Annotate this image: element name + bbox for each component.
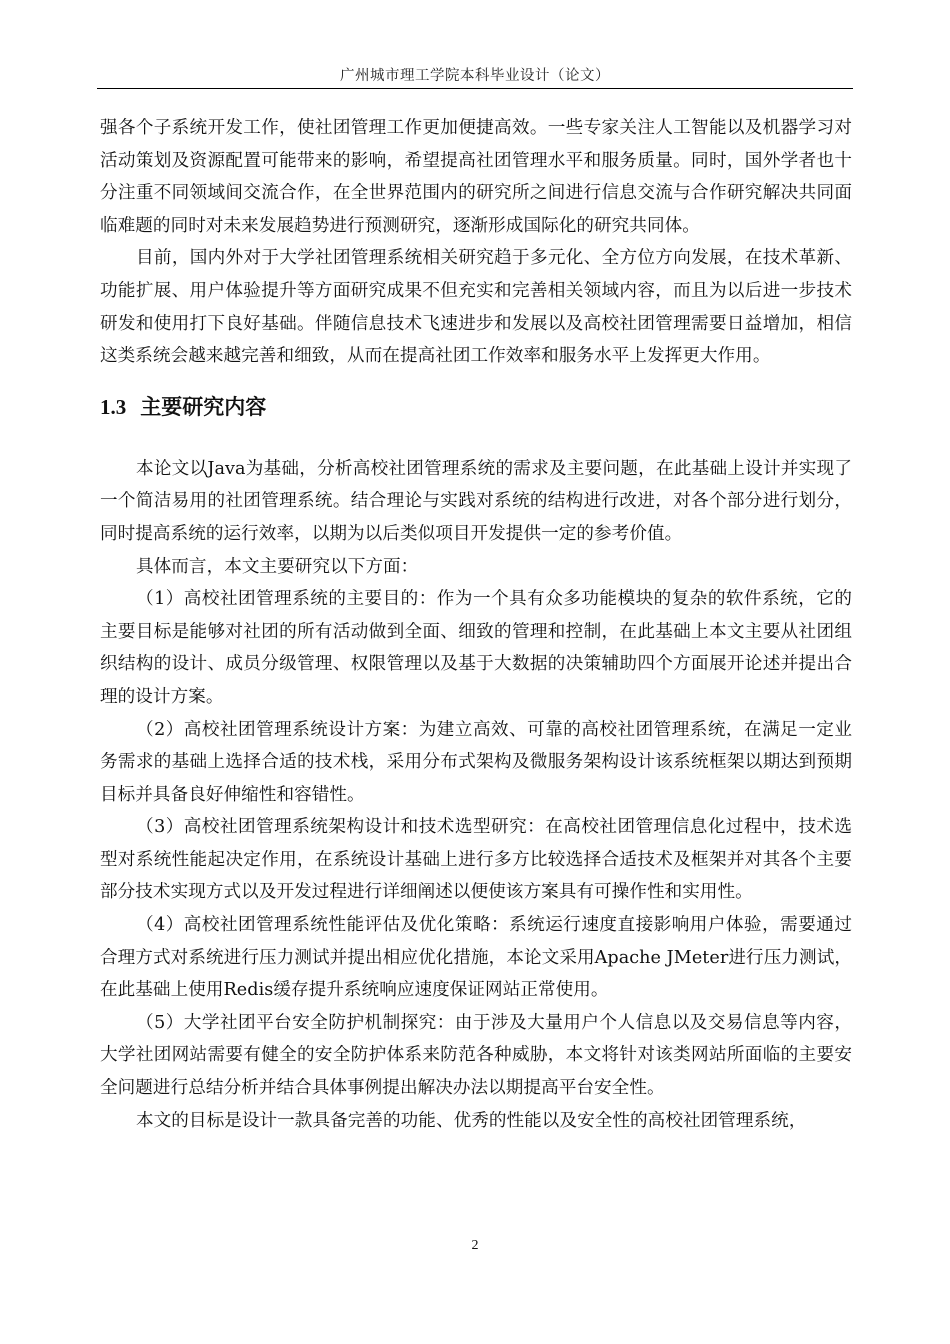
list-item: （3）高校社团管理系统架构设计和技术选型研究：在高校社团管理信息化过程中，技术选型对系统性能起决定作用，在系统设计基础上进行多方比较选择合适技术及框架并对其各个主要部分技术实现方式以及开发过程进行详细阐述以便使该方案具有可操作性和实用性。 xyxy=(100,817,852,903)
running-header: 广州城市理工学院本科毕业设计（论文） xyxy=(340,68,610,84)
header-rule xyxy=(97,88,853,89)
page-number: 2 xyxy=(471,1238,479,1253)
section-heading xyxy=(100,393,852,421)
paragraph: 本文的目标是设计一款具备完善的功能、优秀的性能以及安全性的高校社团管理系统， xyxy=(136,1110,807,1131)
paragraph: 具体而言，本文主要研究以下方面： xyxy=(136,556,419,577)
paragraph: 本论文以Java为基础，分析高校社团管理系统的需求及主要问题，在此基础上设计并实现了一个简洁易用的社团管理系统。结合理论与实践对系统的结构进行改进，对各个部分进行划分，同时提高系统的运行效率，以期为以后类似项目开发提供一定的参考价值。 xyxy=(100,458,852,544)
list-item: （2）高校社团管理系统设计方案：为建立高效、可靠的高校社团管理系统，在满足一定业务需求的基础上选择合适的技术栈，采用分布式架构及微服务架构设计该系统框架以期达到预期目标并具备良好伸缩性和容错性。 xyxy=(100,719,852,805)
list-item: （5）大学社团平台安全防护机制探究：由于涉及大量用户个人信息以及交易信息等内容，大学社团网站需要有健全的安全防护体系来防范各种威胁，本文将针对该类网站所面临的主要安全问题进行总结分析并结合具体事例提出解决办法以期提高平台安全性。 xyxy=(100,1012,852,1099)
paragraph: 目前，国内外对于大学社团管理系统相关研究趋于多元化、全方位方向发展，在技术革新、功能扩展、用户体验提升等方面研究成果不但充实和完善相关领域内容，而且为以后进一步技术研发和使用打下良好基础。伴随信息技术飞速进步和发展以及高校社团管理需要日益增加，相信这类系统会越来越完善和细致，从而在提高社团工作效率和服务水平上发挥更大作用。 xyxy=(100,248,852,367)
list-item: （1）高校社团管理系统的主要目的：作为一个具有众多功能模块的复杂的软件系统，它的主要目标是能够对社团的所有活动做到全面、细致的管理和控制，在此基础上本文主要从社团组织结构的设计、成员分级管理、权限管理以及基于大数据的决策辅助四个方面展开论述并提出合理的设计方案。 xyxy=(100,589,852,707)
body-text xyxy=(100,112,852,1137)
paragraph: 强各个子系统开发工作，使社团管理工作更加便捷高效。一些专家关注人工智能以及机器学习对活动策划及资源配置可能带来的影响，希望提高社团管理水平和服务质量。同时，国外学者也十分注重不同领域间交流合作，在全世界范围内的研究所之间进行信息交流与合作研究解决共同面临难题的同时对未来发展趋势进行预测研究，逐渐形成国际化的研究共同体。 xyxy=(100,118,852,236)
list-item: （4）高校社团管理系统性能评估及优化策略：系统运行速度直接影响用户体验，需要通过合理方式对系统进行压力测试并提出相应优化措施，本论文采用Apache JMeter进行压力测试，在此基础上使用Redis缓存提升系统响应速度保证网站正常使用。 xyxy=(100,915,852,1001)
section-title: 主要研究内容 xyxy=(140,394,267,419)
section-number: 1.3 xyxy=(100,394,127,419)
